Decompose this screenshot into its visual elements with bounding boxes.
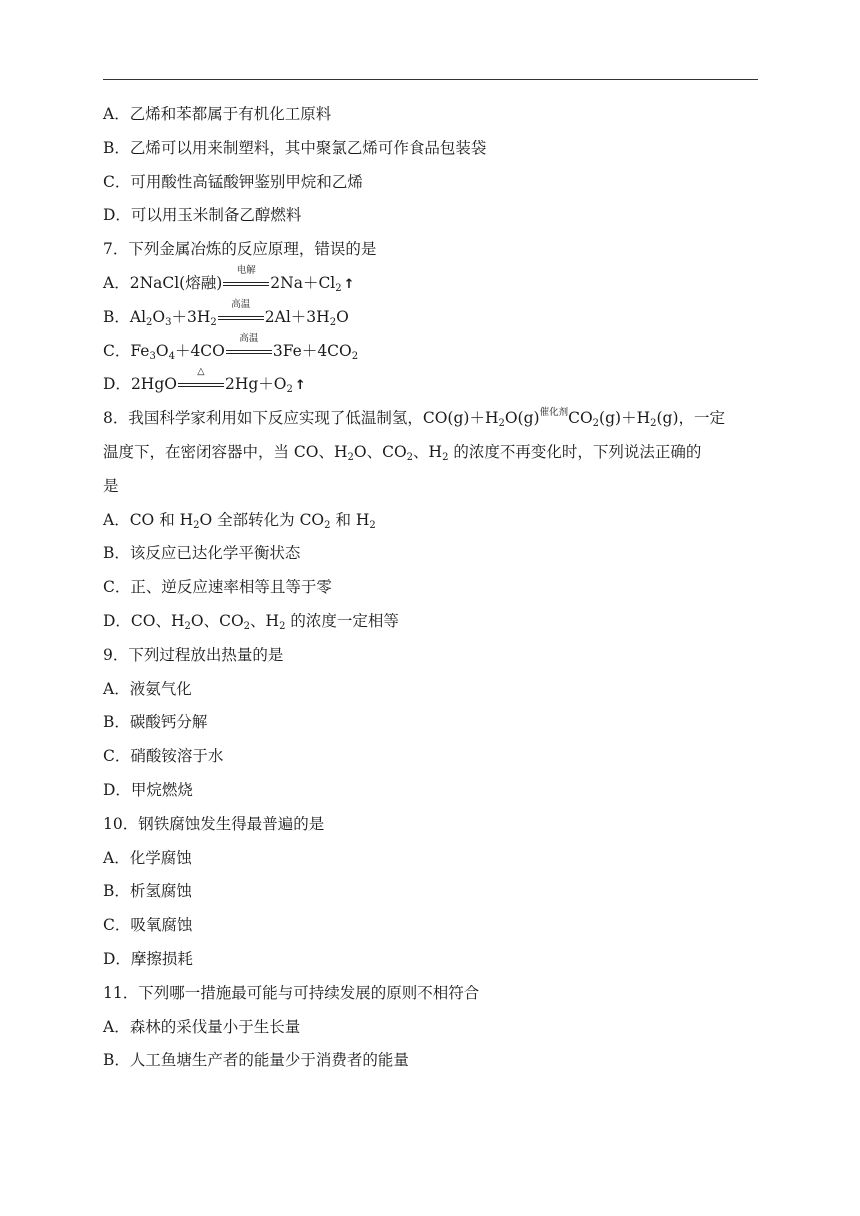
q8-option-c: C．正、逆反应速率相等且等于零 [103,578,332,597]
q9-stem: 9．下列过程放出热量的是 [103,645,284,664]
q8-option-b: B．该反应已达化学平衡状态 [103,544,301,563]
q7-stem: 7．下列金属冶炼的反应原理，错误的是 [103,240,377,259]
gas-up-arrow-icon: ↑ [343,276,355,292]
q9-option-d: D．甲烷燃烧 [103,780,193,799]
q11-stem: 11．下列哪一措施最可能与可持续发展的原则不相符合 [103,983,480,1002]
reaction-condition-arrow: △ [178,378,224,392]
reaction-condition-arrow: 高温 [218,311,264,325]
reaction-condition-arrow: 电解 [223,277,269,291]
q6-option-d: D．可以用玉米制备乙醇燃料 [103,206,302,225]
q9-option-b: B．碳酸钙分解 [103,713,208,732]
q10-option-b: B．析氢腐蚀 [103,882,192,901]
gas-up-arrow-icon: ↑ [294,378,306,394]
q6-option-b: B．乙烯可以用来制塑料，其中聚氯乙烯可作食品包装袋 [103,138,487,157]
q8-stem-line3: 是 [103,476,119,495]
q8-option-a: A．CO 和 $H_2O$ 全部转化为 $CO_2$ 和 $H_2$ [103,510,376,531]
q10-option-c: C．吸氧腐蚀 [103,916,193,935]
q8-stem-line2: 温度下，在密闭容器中，当 CO、$H_2O$、$CO_2$、$H_2$ 的浓度不再变化时，下列说法正确的 [103,442,702,463]
q11-option-b: B．人工鱼塘生产者的能量少于消费者的能量 [103,1051,409,1070]
q10-option-d: D．摩擦损耗 [103,949,193,968]
q6-option-a: A．乙烯和苯都属于有机化工原料 [103,105,332,123]
catalyst-condition: 催化剂 [539,407,569,419]
q7-option-b: B．$Al_2O_3+3H_2$ 高温 $2Al+3H_2O$ [103,298,349,328]
reaction-condition-arrow: 高温 [226,345,272,359]
q9-option-a: A．液氨气化 [103,679,192,698]
q10-option-a: A．化学腐蚀 [103,848,192,867]
q7-option-d: D．2HgO △ $2Hg+O_2$ ↑ [103,366,306,396]
q6-option-c: C．可用酸性高锰酸钾鉴别甲烷和乙烯 [103,172,363,191]
q8-option-d: D．CO、$H_2O$、$CO_2$、$H_2$ 的浓度一定相等 [103,611,399,632]
q7-option-c: C．$Fe_3O_4+4CO$ 高温 $3Fe+4CO_2$ [103,332,359,362]
q11-option-a: A．森林的采伐量小于生长量 [103,1017,301,1036]
question-content [103,98,763,1078]
q10-stem: 10．钢铁腐蚀发生得最普遍的是 [103,814,325,833]
q9-option-c: C．硝酸铵溶于水 [103,747,224,766]
header-rule [103,79,758,80]
q7-option-a: A．2NaCl(熔融) 电解 $2Na+Cl_2$ ↑ [103,264,355,294]
q8-stem-line1: 8．我国科学家利用如下反应实现了低温制氢，$CO(g)+H_2O(g)^{催化剂}CO_2(g)+H_2(g)$，一定 [103,407,725,430]
